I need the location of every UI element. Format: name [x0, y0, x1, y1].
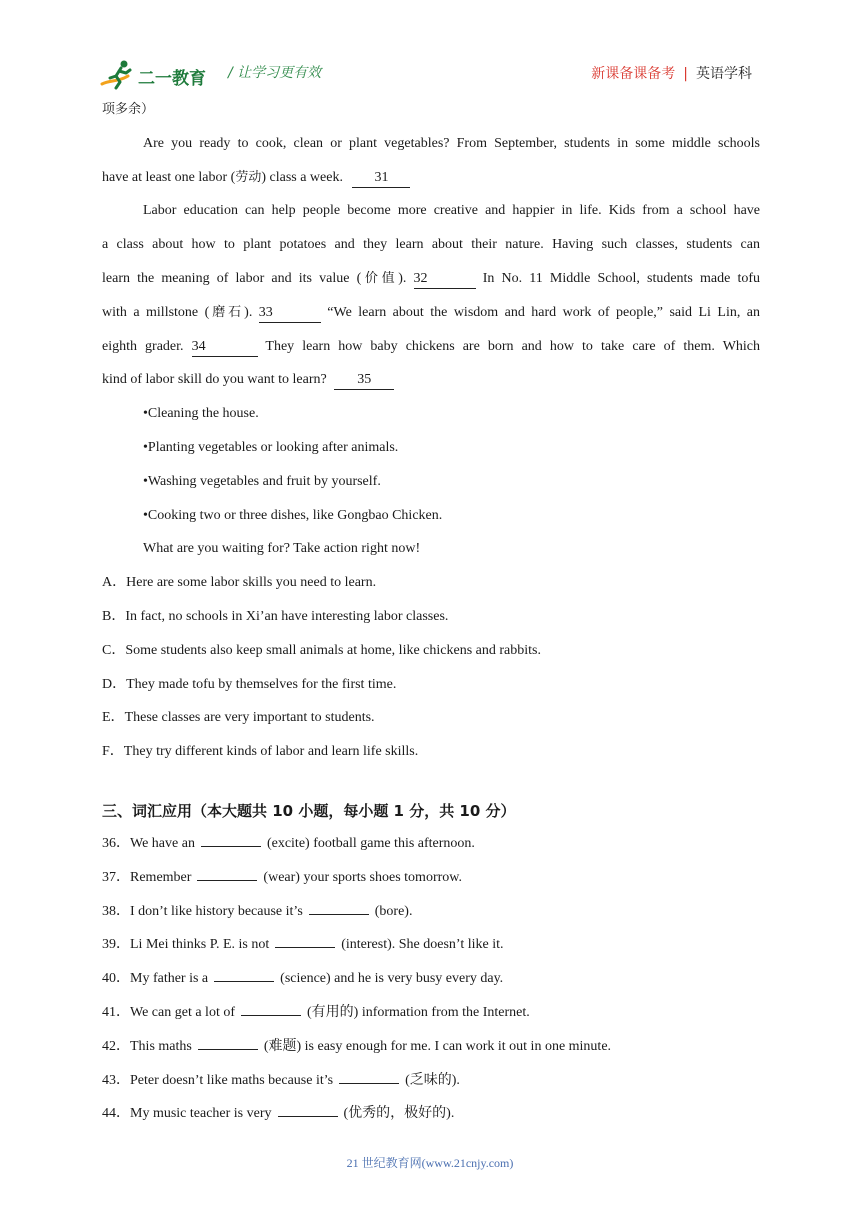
passage-line: have at least one labor (劳动) class a week. 31 [102, 164, 760, 198]
bullet-item: •Planting vegetables or looking after animals. [143, 439, 399, 455]
exercise-item: 44．My music teacher is very (优秀的，极好的). [102, 1100, 760, 1134]
blank-32[interactable]: 32 [414, 270, 476, 289]
passage-line: learn the meaning of labor and its value (价值). 32 In No. 11 Middle School, students made tofu [102, 265, 760, 299]
option-e[interactable]: E．These classes are very important to students. [102, 710, 375, 726]
option-f[interactable]: F．They try different kinds of labor and learn life skills. [102, 744, 419, 760]
blank-31[interactable]: 31 [352, 169, 410, 188]
passage-line: with a millstone (磨石). 33 “We learn about the wisdom and hard work of people,” said Li Lin, an [102, 299, 760, 333]
exercise-item: 43．Peter doesn’t like maths because it’s (乏味的). [102, 1067, 760, 1101]
bullet-item: •Washing vegetables and fruit by yourself. [143, 473, 381, 489]
logo-text: 二一教育 [138, 69, 206, 89]
answer-blank[interactable] [278, 1102, 338, 1117]
page-footer: 21 世纪教育网(www.21cnjy.com) [346, 1156, 514, 1170]
section-title: 三、词汇应用（本大题共 10 小题，每小题 1 分，共 10 分） [102, 802, 516, 820]
option-c[interactable]: C．Some students also keep small animals at home, like chickens and rabbits. [102, 642, 541, 658]
exercise-item: 37．Remember (wear) your sports shoes tomorrow. [102, 864, 760, 898]
option-d[interactable]: D．They made tofu by themselves for the first time. [102, 676, 397, 692]
answer-blank[interactable] [197, 866, 257, 881]
blank-35[interactable]: 35 [334, 371, 394, 390]
exercise-item: 36．We have an (excite) football game this afternoon. [102, 830, 760, 864]
passage-line: Are you ready to cook, clean or plant vegetables? From September, students in some middle schools [143, 135, 760, 151]
slogan: / 让学习更有效 [228, 65, 322, 81]
blank-33[interactable]: 33 [259, 304, 321, 323]
option-b[interactable]: B．In fact, no schools in Xi’an have interesting labor classes. [102, 608, 449, 624]
bullet-item: •Cooking two or three dishes, like Gongbao Chicken. [143, 507, 443, 523]
logo [100, 58, 212, 90]
runner-logo-icon [100, 58, 140, 90]
passage-closing: What are you waiting for? Take action right now! [143, 541, 421, 557]
header-right [591, 63, 752, 83]
option-a[interactable]: A．Here are some labor skills you need to learn. [102, 575, 377, 591]
answer-blank[interactable] [309, 900, 369, 915]
answer-blank[interactable] [198, 1035, 258, 1050]
passage-line: a class about how to plant potatoes and they learn about their nature. Having such classes, students can [102, 237, 760, 253]
header-subject-label: 英语学科 [696, 66, 752, 82]
header-separator: | [683, 66, 688, 82]
header-course-label: 新课备课备考 [591, 66, 676, 82]
exercise-item: 41．We can get a lot of (有用的) information from the Internet. [102, 999, 760, 1033]
answer-blank[interactable] [201, 832, 261, 847]
exercise-item: 42．This maths (难题) is easy enough for me. I can work it out in one minute. [102, 1033, 760, 1067]
passage-lead: 项多余） [102, 102, 155, 117]
answer-blank[interactable] [214, 967, 274, 982]
exercise-item: 40．My father is a (science) and he is very busy every day. [102, 965, 760, 999]
vocabulary-exercises [102, 830, 760, 1134]
exercise-item: 38．I don’t like history because it’s (bore). [102, 898, 760, 932]
page-header [100, 56, 760, 92]
blank-34[interactable]: 34 [192, 338, 258, 357]
passage-line: Labor education can help people become more creative and happier in life. Kids from a school have [143, 203, 760, 219]
bullet-item: •Cleaning the house. [143, 406, 259, 422]
passage-line: kind of labor skill do you want to learn? 35 [102, 366, 760, 400]
answer-blank[interactable] [241, 1001, 301, 1016]
answer-blank[interactable] [339, 1069, 399, 1084]
answer-blank[interactable] [275, 933, 335, 948]
exercise-item: 39．Li Mei thinks P. E. is not (interest). She doesn’t like it. [102, 931, 760, 965]
reading-passage [102, 96, 760, 772]
passage-line: eighth grader. 34 They learn how baby chickens are born and how to take care of them. Which [102, 333, 760, 367]
